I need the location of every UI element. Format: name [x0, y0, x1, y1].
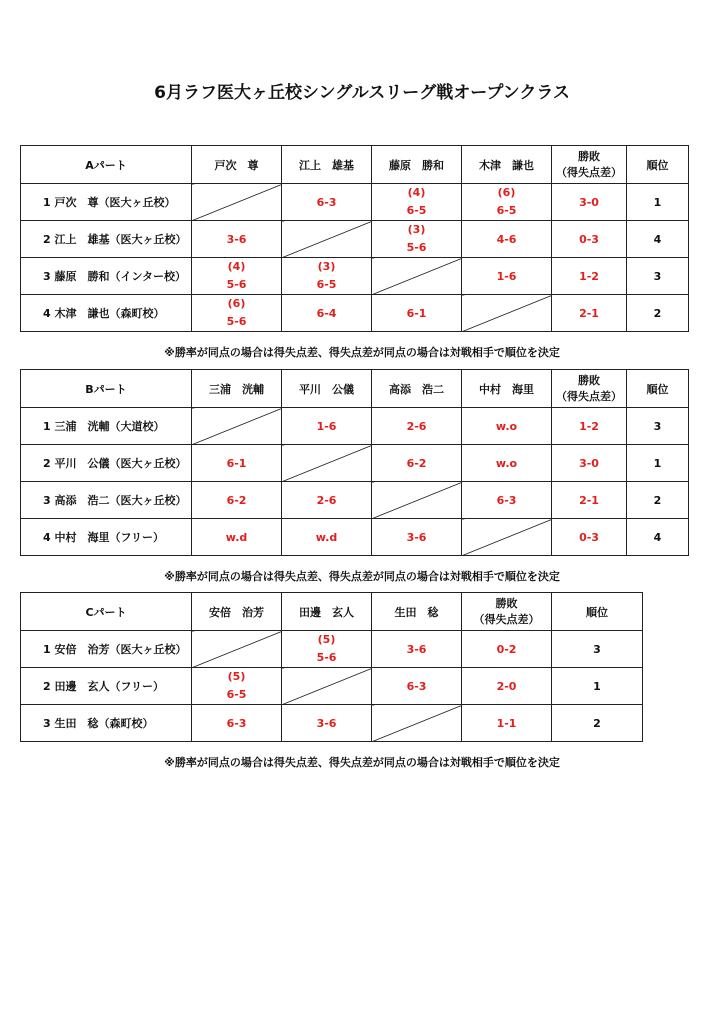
score-cell: (4) 6-5: [372, 184, 462, 221]
win-loss-cell: 1-1: [462, 705, 552, 742]
table-c: [20, 592, 643, 742]
rank-cell: 1: [627, 184, 689, 221]
table-row: [21, 519, 689, 556]
self-match-cell: [282, 221, 372, 258]
win-loss-cell: 0-3: [552, 519, 627, 556]
opponent-header: 木津 謙也: [462, 146, 552, 184]
opponent-header: 生田 稔: [372, 593, 462, 631]
player-name: 4 木津 謙也（森町校）: [21, 295, 192, 332]
rank-cell: 1: [552, 668, 643, 705]
table-row: [21, 445, 689, 482]
rank-cell: 2: [627, 482, 689, 519]
self-match-cell: [462, 295, 552, 332]
opponent-header: 三浦 洸輔: [192, 370, 282, 408]
player-name: 3 生田 稔（森町校）: [21, 705, 192, 742]
score-cell: (4) 5-6: [192, 258, 282, 295]
opponent-header: 平川 公儀: [282, 370, 372, 408]
rank-header: 順位: [552, 593, 643, 631]
score-cell: w.d: [192, 519, 282, 556]
win-loss-cell: 1-2: [552, 408, 627, 445]
score-cell: 6-1: [192, 445, 282, 482]
score-cell: 3-6: [372, 631, 462, 668]
win-loss-cell: 2-0: [462, 668, 552, 705]
player-name: 2 江上 雄基（医大ヶ丘校）: [21, 221, 192, 258]
win-loss-header: 勝敗 （得失点差）: [552, 370, 627, 408]
win-loss-cell: 3-0: [552, 445, 627, 482]
score-cell: (5) 6-5: [192, 668, 282, 705]
win-loss-cell: 0-3: [552, 221, 627, 258]
score-cell: 6-3: [192, 705, 282, 742]
self-match-cell: [372, 482, 462, 519]
rank-cell: 3: [627, 408, 689, 445]
table-row: [21, 668, 643, 705]
score-cell: (3) 5-6: [372, 221, 462, 258]
table-row: [21, 295, 689, 332]
score-cell: 3-6: [192, 221, 282, 258]
score-cell: 6-3: [282, 184, 372, 221]
player-name: 3 高添 浩二（医大ヶ丘校）: [21, 482, 192, 519]
table-row: [21, 221, 689, 258]
score-cell: 2-6: [282, 482, 372, 519]
table-header: [21, 370, 689, 408]
score-cell: 2-6: [372, 408, 462, 445]
player-name: 1 三浦 洸輔（大道校）: [21, 408, 192, 445]
rank-cell: 3: [627, 258, 689, 295]
score-cell: (3) 6-5: [282, 258, 372, 295]
table-a: [20, 145, 689, 332]
rank-cell: 2: [627, 295, 689, 332]
self-match-cell: [462, 519, 552, 556]
score-cell: w.d: [282, 519, 372, 556]
table-header: [21, 593, 643, 631]
win-loss-header: 勝敗 （得失点差）: [462, 593, 552, 631]
opponent-header: 中村 海里: [462, 370, 552, 408]
win-loss-header: 勝敗 （得失点差）: [552, 146, 627, 184]
self-match-cell: [372, 705, 462, 742]
self-match-cell: [192, 408, 282, 445]
opponent-header: 藤原 勝和: [372, 146, 462, 184]
self-match-cell: [372, 258, 462, 295]
tiebreak-note: ※勝率が同点の場合は得失点差、得失点差が同点の場合は対戦相手で順位を決定: [164, 346, 560, 359]
part-label: Aパート: [21, 146, 192, 184]
rank-cell: 2: [552, 705, 643, 742]
player-name: 1 安倍 治芳（医大ヶ丘校）: [21, 631, 192, 668]
score-cell: 4-6: [462, 221, 552, 258]
rank-cell: 4: [627, 221, 689, 258]
table-b: [20, 369, 689, 556]
opponent-header: 戸次 尊: [192, 146, 282, 184]
table-row: [21, 258, 689, 295]
rank-cell: 4: [627, 519, 689, 556]
win-loss-cell: 0-2: [462, 631, 552, 668]
table-header: [21, 146, 689, 184]
tiebreak-note: ※勝率が同点の場合は得失点差、得失点差が同点の場合は対戦相手で順位を決定: [164, 756, 560, 769]
rank-header: 順位: [627, 370, 689, 408]
score-cell: 6-2: [192, 482, 282, 519]
opponent-header: 高添 浩二: [372, 370, 462, 408]
score-cell: 6-1: [372, 295, 462, 332]
self-match-cell: [192, 631, 282, 668]
rank-cell: 1: [627, 445, 689, 482]
score-cell: 6-3: [372, 668, 462, 705]
rank-header: 順位: [627, 146, 689, 184]
tiebreak-note: ※勝率が同点の場合は得失点差、得失点差が同点の場合は対戦相手で順位を決定: [164, 570, 560, 583]
part-label: Cパート: [21, 593, 192, 631]
rank-cell: 3: [552, 631, 643, 668]
score-cell: 6-2: [372, 445, 462, 482]
player-name: 2 田邊 玄人（フリー）: [21, 668, 192, 705]
player-name: 1 戸次 尊（医大ヶ丘校）: [21, 184, 192, 221]
table-row: [21, 482, 689, 519]
score-cell: (5) 5-6: [282, 631, 372, 668]
opponent-header: 田邊 玄人: [282, 593, 372, 631]
player-name: 3 藤原 勝和（インター校）: [21, 258, 192, 295]
opponent-header: 江上 雄基: [282, 146, 372, 184]
table-row: [21, 631, 643, 668]
score-cell: (6) 6-5: [462, 184, 552, 221]
score-cell: 6-3: [462, 482, 552, 519]
score-cell: (6) 5-6: [192, 295, 282, 332]
table-row: [21, 705, 643, 742]
score-cell: 3-6: [282, 705, 372, 742]
win-loss-cell: 2-1: [552, 482, 627, 519]
part-label: Bパート: [21, 370, 192, 408]
score-cell: 1-6: [282, 408, 372, 445]
player-name: 4 中村 海里（フリー）: [21, 519, 192, 556]
win-loss-cell: 1-2: [552, 258, 627, 295]
table-row: [21, 184, 689, 221]
self-match-cell: [282, 445, 372, 482]
score-cell: w.o: [462, 408, 552, 445]
table-row: [21, 408, 689, 445]
win-loss-cell: 3-0: [552, 184, 627, 221]
score-cell: w.o: [462, 445, 552, 482]
score-cell: 3-6: [372, 519, 462, 556]
self-match-cell: [192, 184, 282, 221]
opponent-header: 安倍 治芳: [192, 593, 282, 631]
score-cell: 6-4: [282, 295, 372, 332]
score-cell: 1-6: [462, 258, 552, 295]
player-name: 2 平川 公儀（医大ヶ丘校）: [21, 445, 192, 482]
self-match-cell: [282, 668, 372, 705]
page-title: 6月ラフ医大ヶ丘校シングルスリーグ戦オープンクラス: [154, 83, 570, 103]
win-loss-cell: 2-1: [552, 295, 627, 332]
